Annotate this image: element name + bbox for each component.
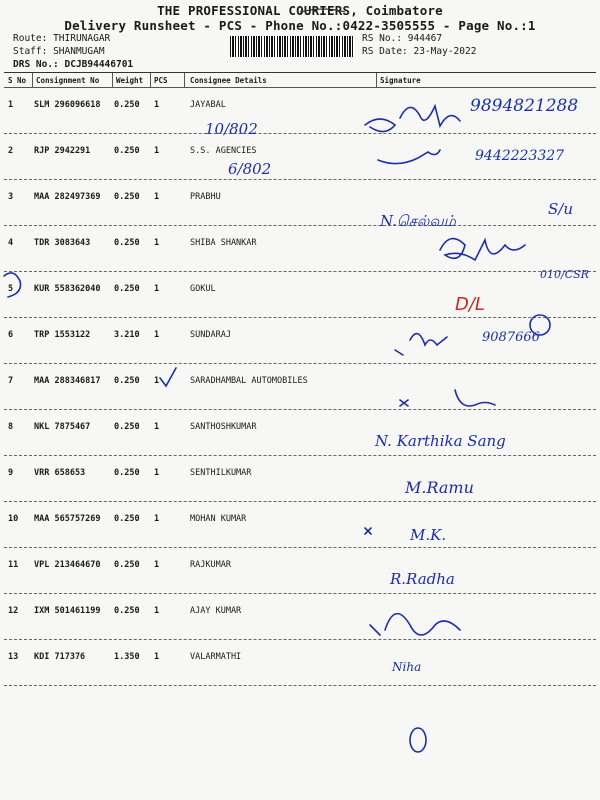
bottom-circle-mark [410, 728, 426, 752]
weight-cell: 0.250 [114, 514, 140, 524]
pcs-cell: 1 [154, 330, 160, 340]
rs-date-value: 23-May-2022 [413, 46, 477, 57]
sno-cell: 1 [8, 100, 14, 110]
company-title: THE PROFESSIONAL COURIERS, Coimbatore [157, 3, 443, 18]
consignee-cell: SUNDARAJ [190, 330, 231, 340]
pcs-cell: 1 [154, 146, 160, 156]
weight-cell: 0.250 [114, 146, 140, 156]
consignment-cell: RJP 2942291 [34, 146, 91, 156]
consignment-cell: KUR 558362040 [34, 284, 101, 294]
row3-signature-handwriting: N.செல்வம் [380, 212, 456, 230]
staff-line [13, 46, 105, 57]
col-header-signature: Signature [380, 76, 421, 85]
route-value: THIRUNAGAR [53, 33, 111, 44]
sno-cell: 4 [8, 238, 14, 248]
consignee-cell: AJAY KUMAR [190, 606, 242, 616]
sno-cell: 9 [8, 468, 14, 478]
table-row [4, 226, 596, 272]
row4-note-handwriting: 010/CSR [540, 268, 589, 281]
table-row [4, 410, 596, 456]
table-row [4, 502, 596, 548]
row11-signature-handwriting: M.K. [410, 526, 447, 544]
weight-cell: 0.250 [114, 100, 140, 110]
row12-signature-handwriting: R.Radha [390, 570, 455, 588]
consignee-cell: MOHAN KUMAR [190, 514, 247, 524]
table-header [4, 73, 596, 88]
weight-cell: 1.350 [114, 652, 140, 662]
runsheet-table [4, 72, 596, 686]
sno-cell: 8 [8, 422, 14, 432]
weight-cell: 0.250 [114, 560, 140, 570]
consignee-cell: SENTHILKUMAR [190, 468, 252, 478]
sno-cell: 10 [8, 514, 19, 524]
route-label: Route: [13, 33, 48, 44]
consignee-cell: JAYABAL [190, 100, 226, 110]
col-header-consignment: Consignment No [36, 76, 100, 85]
pcs-cell: 1 [154, 100, 160, 110]
consignment-cell: MAA 565757269 [34, 514, 101, 524]
consignment-cell: MAA 288346817 [34, 376, 101, 386]
pcs-cell: 1 [154, 238, 160, 248]
drs-line [13, 59, 133, 70]
col-header-sno: S No [8, 76, 27, 85]
consignment-cell: MAA 282497369 [34, 192, 101, 202]
sno-cell: 6 [8, 330, 14, 340]
runsheet-subtitle: Delivery Runsheet - PCS - Phone No.:0422-3505555 - Page No.:1 [64, 18, 536, 33]
consignee-cell: SANTHOSHKUMAR [190, 422, 257, 432]
consignment-cell: SLM 296096618 [34, 100, 101, 110]
weight-cell: 0.250 [114, 422, 140, 432]
consignee-cell: SARADHAMBAL AUTOMOBILES [190, 376, 308, 386]
rs-date-label: RS Date: [362, 46, 408, 57]
weight-cell: 0.250 [114, 238, 140, 248]
sno-cell: 13 [8, 652, 19, 662]
row1-phone-handwriting: 9894821288 [470, 96, 579, 116]
sno-cell: 11 [8, 560, 19, 570]
consignment-cell: NKL 7875467 [34, 422, 91, 432]
consignee-cell: PRABHU [190, 192, 221, 202]
table-row [4, 594, 596, 640]
consignment-cell: TRP 1553122 [34, 330, 91, 340]
weight-cell: 0.250 [114, 376, 140, 386]
table-row [4, 180, 596, 226]
consignment-cell: VPL 213464670 [34, 560, 101, 570]
row13-signature-handwriting: Niha [392, 660, 422, 674]
row10-signature-handwriting: M.Ramu [405, 478, 474, 497]
weight-cell: 3.210 [114, 330, 140, 340]
col-header-consignee: Consignee Details [190, 76, 267, 85]
sno-cell: 12 [8, 606, 19, 616]
pcs-cell: 1 [154, 606, 160, 616]
sno-cell: 7 [8, 376, 14, 386]
table-body [4, 88, 596, 686]
consignee-cell: RAJKUMAR [190, 560, 231, 570]
route-line [13, 33, 110, 44]
row6-number-handwriting: 9087666 [482, 330, 540, 345]
row2-phone-handwriting: 9442223327 [475, 148, 565, 164]
pcs-cell: 1 [154, 560, 160, 570]
consignee-cell: VALARMATHI [190, 652, 242, 662]
table-row [4, 548, 596, 594]
consignee-cell: GOKUL [190, 284, 216, 294]
row2-note-handwriting: 6/802 [228, 160, 272, 178]
pcs-cell: 1 [154, 376, 160, 386]
drs-value: DCJB94446701 [64, 59, 134, 70]
col-header-pcs: PCS [154, 76, 168, 85]
consignment-cell: TDR 3083643 [34, 238, 91, 248]
weight-cell: 0.250 [114, 284, 140, 294]
pcs-cell: 1 [154, 422, 160, 432]
row1-note-handwriting: 10/802 [205, 120, 258, 138]
consignment-cell: IXM 501461199 [34, 606, 101, 616]
pcs-cell: 1 [154, 468, 160, 478]
consignee-cell: S.S. AGENCIES [190, 146, 257, 156]
table-row [4, 364, 596, 410]
barcode-image [230, 36, 355, 57]
col-header-weight: Weight [116, 76, 144, 85]
rs-no-line [362, 33, 442, 44]
pcs-cell: 1 [154, 284, 160, 294]
weight-cell: 0.250 [114, 606, 140, 616]
staff-value: SHANMUGAM [53, 46, 105, 57]
rs-no-value: 944467 [407, 33, 443, 44]
pcs-cell: 1 [154, 192, 160, 202]
pcs-cell: 1 [154, 652, 160, 662]
pcs-cell: 1 [154, 514, 160, 524]
sno-cell: 3 [8, 192, 14, 202]
consignee-cell: SHIBA SHANKAR [190, 238, 257, 248]
row3-su-handwriting: S/u [548, 200, 573, 218]
drs-label: DRS No.: [13, 59, 59, 70]
row8-signature-handwriting: N. Karthika Sang [375, 432, 506, 450]
row5-dl-handwriting: D/L [455, 294, 485, 315]
weight-cell: 0.250 [114, 192, 140, 202]
table-row [4, 640, 596, 686]
rs-date-line [362, 46, 476, 57]
rs-no-label: RS No.: [362, 33, 403, 44]
consignment-cell: KDI 717376 [34, 652, 86, 662]
consignment-cell: VRR 658653 [34, 468, 86, 478]
staff-label: Staff: [13, 46, 48, 57]
sno-cell: 2 [8, 146, 14, 156]
sno-cell: 5 [8, 284, 14, 294]
table-row [4, 272, 596, 318]
table-row [4, 456, 596, 502]
weight-cell: 0.250 [114, 468, 140, 478]
